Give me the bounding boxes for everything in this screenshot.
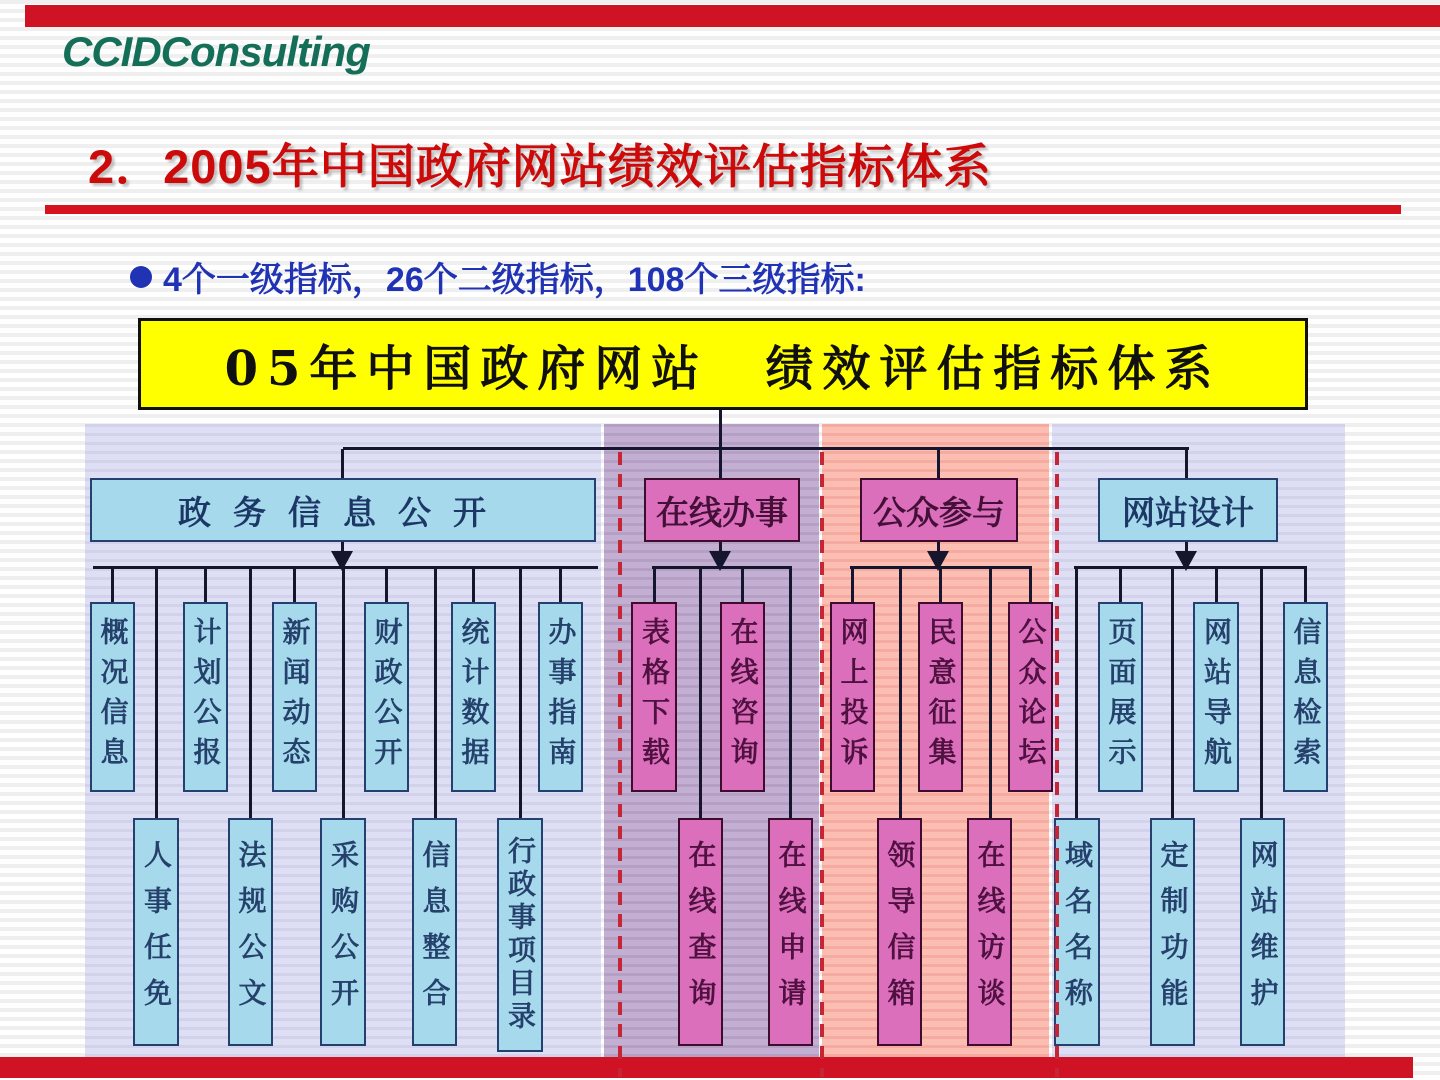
node-online-application: 在线申请	[768, 818, 813, 1046]
stub	[1029, 569, 1032, 602]
connector-drop-s1	[341, 449, 344, 478]
page-title: 2．2005年中国政府网站绩效评估指标体系	[88, 140, 992, 193]
node-online-interview: 在线访谈	[967, 818, 1012, 1046]
node-regulations-documents: 法规公文	[228, 818, 273, 1046]
ccid-consulting-logo: CCIDConsulting	[62, 28, 370, 75]
connector-bus	[343, 447, 1189, 450]
stub	[741, 569, 744, 602]
level1-node-gov-info-disclosure: 政务信息公开	[90, 478, 596, 542]
connector-drop-s2	[719, 449, 722, 478]
level1-node-online-services: 在线办事	[644, 478, 800, 542]
drop	[249, 569, 252, 818]
subbus-s2	[652, 566, 792, 569]
drop	[899, 569, 902, 818]
level1-node-public-participation: 公众参与	[860, 478, 1018, 542]
title-underline	[45, 205, 1401, 214]
stub	[385, 569, 388, 602]
node-admin-items-catalog: 行政事项目录	[497, 818, 543, 1052]
stub	[851, 569, 854, 602]
drop	[342, 569, 345, 818]
stub	[472, 569, 475, 602]
drop	[789, 569, 792, 818]
node-online-inquiry: 在线查询	[678, 818, 723, 1046]
node-statistics-data: 统计数据	[451, 602, 496, 792]
drop	[1075, 569, 1078, 818]
node-fiscal-disclosure: 财政公开	[364, 602, 409, 792]
connector-drop-s3	[937, 449, 940, 478]
node-site-navigation: 网站导航	[1193, 602, 1239, 792]
node-page-display: 页面展示	[1098, 602, 1143, 792]
stub	[1304, 569, 1307, 602]
node-custom-function: 定制功能	[1150, 818, 1195, 1046]
bottom-accent-bar	[0, 1057, 1413, 1078]
stub	[111, 569, 114, 602]
node-info-integration: 信息整合	[412, 818, 457, 1046]
node-public-forum: 公众论坛	[1008, 602, 1053, 792]
node-site-maintenance: 网站维护	[1240, 818, 1285, 1046]
root-node-banner: 05年中国政府网站 绩效评估指标体系	[138, 318, 1308, 410]
stub	[204, 569, 207, 602]
subbus-s4	[1074, 566, 1307, 569]
node-form-download: 表格下载	[631, 602, 677, 792]
top-accent-bar	[25, 5, 1440, 27]
stub	[1119, 569, 1122, 602]
node-opinion-solicitation: 民意征集	[918, 602, 963, 792]
node-overview-info: 概况信息	[90, 602, 135, 792]
bullet-dot-icon	[130, 266, 152, 288]
node-online-consult: 在线咨询	[720, 602, 765, 792]
node-leader-mailbox: 领导信箱	[877, 818, 922, 1046]
stub	[293, 569, 296, 602]
drop	[434, 569, 437, 818]
connector-drop-s4	[1185, 449, 1188, 478]
node-plan-bulletin: 计划公报	[183, 602, 228, 792]
node-procurement-disclosure: 采购公开	[320, 818, 366, 1046]
level1-node-website-design: 网站设计	[1098, 478, 1278, 542]
node-domain-name: 域名名称	[1054, 818, 1100, 1046]
dashed-separator-3	[1055, 452, 1059, 1077]
stub	[1215, 569, 1218, 602]
node-info-retrieval: 信息检索	[1283, 602, 1328, 792]
drop	[155, 569, 158, 818]
stub	[559, 569, 562, 602]
drop	[989, 569, 992, 818]
dashed-separator-1	[618, 452, 622, 1077]
subbus-s1	[93, 566, 598, 569]
connector-trunk	[719, 410, 722, 449]
stub	[939, 569, 942, 602]
drop	[1171, 569, 1174, 818]
drop	[519, 569, 522, 818]
drop	[699, 569, 702, 818]
dashed-separator-2	[820, 452, 824, 1077]
node-service-guide: 办事指南	[538, 602, 583, 792]
drop	[1260, 569, 1263, 818]
node-news-updates: 新闻动态	[272, 602, 317, 792]
bullet-text: 4个一级指标，26个二级指标，108个三级指标:	[163, 261, 866, 299]
stub	[653, 569, 656, 602]
node-personnel-appointments: 人事任免	[133, 818, 179, 1046]
node-online-complaints: 网上投诉	[830, 602, 875, 792]
